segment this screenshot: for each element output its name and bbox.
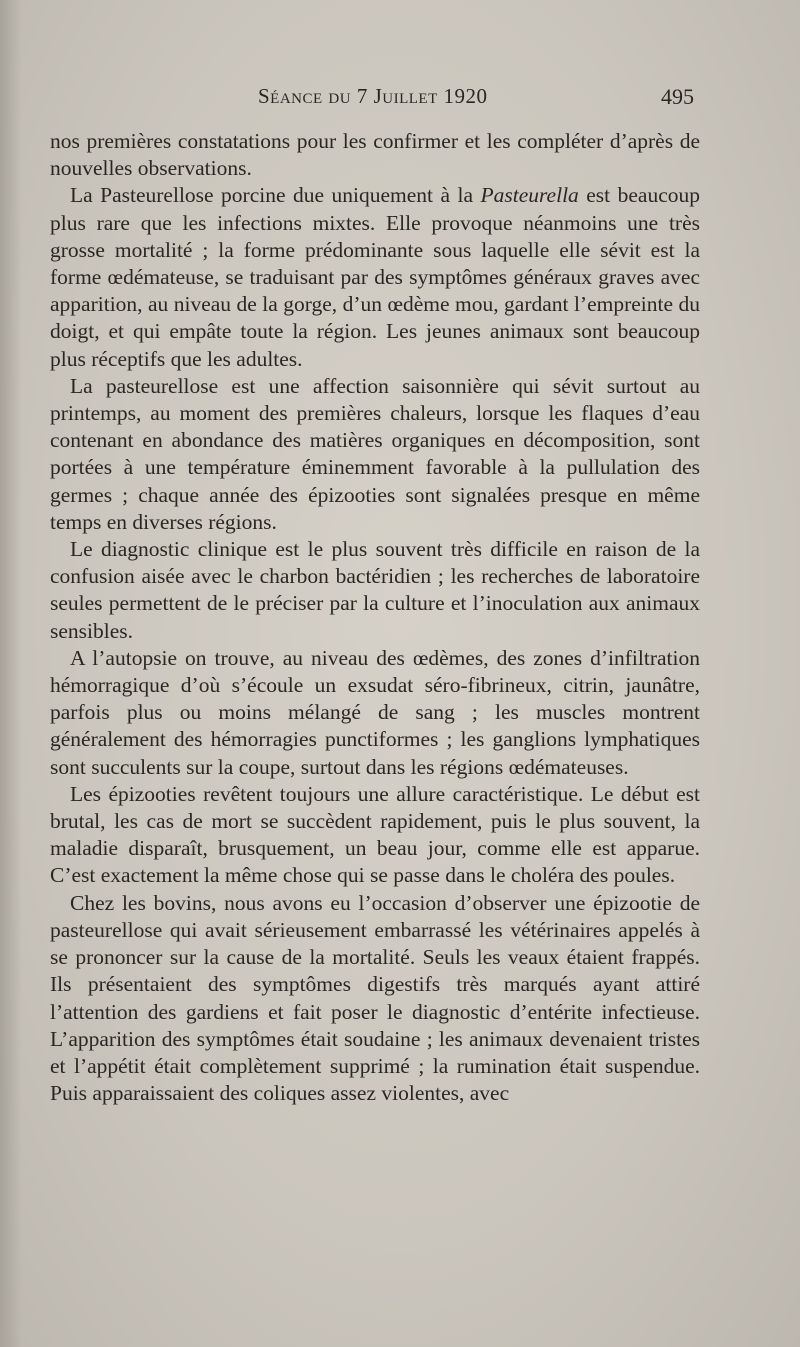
paragraph-4: Le diagnostic clinique est le plus souvent très difficile en raison de la confusion aisée avec le charbon bactéridien ; les recherches de laboratoire seules permettent de le préciser par la culture et l’inoculation aux animaux sensibles. <box>50 537 700 643</box>
page-number: 495 <box>661 84 694 109</box>
paragraph-2-end: est beaucoup plus rare que les infections mixtes. Elle provoque néanmoins une très grosse mortalité ; la forme prédominante sous laquelle elle sévit est la forme œdémateuse, se traduisant par des symptômes généraux graves avec apparition, au niveau de la gorge, d’un œdème mou, gardant l’empreinte du doigt, et qui empâte toute la région. Les jeunes animaux sont beaucoup plus réceptifs que les adultes. <box>50 183 700 371</box>
paragraph-2 <box>50 182 700 372</box>
page-shadow <box>0 0 22 1347</box>
paragraph-1: nos premières constatations pour les confirmer et les compléter d’après de nouvelles observations. <box>50 129 700 181</box>
paragraph-3: La pasteurellose est une affection saisonnière qui sévit surtout au printemps, au moment des premières chaleurs, lorsque les flaques d’eau contenant en abondance des matières organiques en décomposition, sont portées à une température éminemment favorable à la pullulation des germes ; chaque année des épizooties sont signalées presque en même temps en diverses régions. <box>50 373 700 534</box>
body-text <box>50 128 700 1107</box>
running-head: Séance du 7 Juillet 1920 <box>258 84 488 108</box>
paragraph-2-italic: Pasteurella <box>480 183 579 208</box>
paragraph-2-start: La Pasteurellose porcine due uniquement à la <box>70 183 481 208</box>
paragraph-6: Les épizooties revêtent toujours une allure caractéristique. Le début est brutal, les cas de mort se succèdent rapidement, puis le plus souvent, la maladie disparaît, brusquement, un beau jour, comme elle est apparue. C’est exactement la même chose qui se passe dans le choléra des poules. <box>50 781 700 888</box>
paragraph-5: A l’autopsie on trouve, au niveau des œdèmes, des zones d’infiltration hémorragique d’où s’écoule un exsudat séro-fibrineux, citrin, jaunâtre, parfois plus ou moins mélangé de sang ; les muscles montrent généralement des hémorragies punctiformes ; les ganglions lymphatiques sont succulents sur la coupe, surtout dans les régions œdémateuses. <box>50 645 700 779</box>
page-header <box>0 84 800 114</box>
paragraph-7: Chez les bovins, nous avons eu l’occasion d’observer une épizootie de pasteurellose qui avait sérieusement embarrassé les vétérinaires appelés à se prononcer sur la cause de la mortalité. Seuls les veaux étaient frappés. Ils présentaient des symptômes digestifs très marqués ayant attiré l’attention des gardiens et fait poser le diagnostic d’entérite infectieuse. L’apparition des symptômes était soudaine ; les animaux devenaient tristes et l’appétit était complètement supprimé ; la rumination était suspendue. Puis apparaissaient des coliques assez violentes, avec <box>50 890 700 1106</box>
